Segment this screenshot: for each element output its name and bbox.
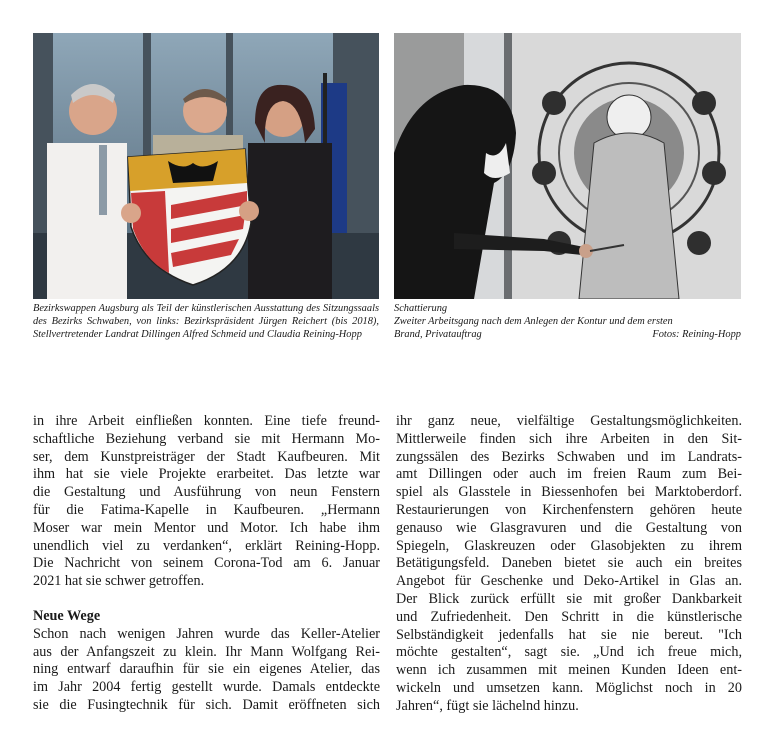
section-heading: Neue Wege: [33, 607, 101, 624]
text-line: amt Dillingen oder auch im freien Raum zum Bei-: [396, 466, 742, 483]
text-line: Spiegeln, Glaskreuzen oder Glasobjekten zu ihrem: [396, 537, 742, 554]
text-line: Jahren“, fügt sie lächelnd hinzu.: [396, 697, 579, 714]
text-line: genauso wie Glasgravuren und die Gestaltung von: [396, 519, 742, 536]
text-line: aus der Anfangszeit zu klein. Ihr Mann Wolfgang Rei-: [33, 643, 380, 660]
glass-painting-photo-graphic: [394, 33, 741, 299]
text-line: Selbständigkeit jedenfalls hat sie nie bereut. "Ich: [396, 626, 742, 643]
coat-of-arms-photo-graphic: [33, 33, 379, 299]
text-line: Der Blick zurück erfüllt sie mit großer Dankbarkeit: [396, 590, 742, 607]
text-line: Betätigungsfeld. Daneben bietet sie auch ein breites: [396, 555, 742, 572]
text-line: schaftliche Beziehung verband sie mit Hermann Mo-: [33, 430, 380, 447]
photo-credit: Fotos: Reining-Hopp: [652, 329, 741, 341]
text-line: ihm hat sie viele Projekte erarbeitet. Das letzte war: [33, 466, 380, 483]
text-line: im Jahr 2004 fertig gestellt wurde. Damals entdeckte: [33, 679, 380, 696]
caption-glass-painting: [394, 302, 741, 342]
text-line: 2021 hat sie schwer getroffen.: [33, 573, 205, 590]
text-line: spiel als Glasstele in Biessenhofen bei Marktoberdorf.: [396, 484, 742, 501]
text-line: die Gestaltung und Ausführung von neun Fenstern: [33, 484, 380, 501]
caption-left-text: Bezirkswappen Augsburg als Teil der künstlerischen Ausstattung des Sitzungssaals des Bezirks Schwaben, von links: Bezirkspräsident Jürgen Reichert (bis 2018), Stellvertretender Landrat Dillingen Alfred Schmeid und Claudia Reining-Hopp: [33, 303, 379, 341]
paragraph-neue-wege: [33, 626, 380, 715]
text-line: unendlich viel zu verdanken“, erklärt Reining-Hopp.: [33, 537, 380, 554]
text-line: sie die Fusingtechnik für sich. Damit eröffneten sich: [33, 696, 380, 713]
text-line: möchte gestalten“, sagt sie. „Und ich freue mich,: [396, 644, 742, 661]
paragraph-fusing-intro: [33, 413, 380, 591]
caption-right-last: Brand, Privatauftrag: [394, 329, 482, 341]
text-line: Schon nach wenigen Jahren wurde das Keller-Atelier: [33, 625, 380, 642]
text-line: Restaurierungen von Kirchenfenstern gehören heute: [396, 501, 742, 518]
text-line: Die Nachricht von seinem Corona-Tod am 6. Januar: [33, 555, 380, 572]
photo-glass-painting: [394, 33, 741, 299]
text-line: ning entwarf daraufhin für sie ein eigenes Atelier, das: [33, 661, 380, 678]
text-line: und Zufriedenheit. Den Schritt in die künstlerische: [396, 608, 742, 625]
text-line: wickeln und umsetzen kann. Möglichst noch in 20: [396, 679, 742, 696]
paragraph-continuation: [396, 413, 742, 716]
caption-right-title: Schattierung: [394, 303, 448, 314]
text-line: zungssälen des Bezirks Schwaben und im Landrats-: [396, 448, 742, 465]
photo-coat-of-arms: [33, 33, 379, 299]
text-line: Mittlerweile finden sich ihre Arbeiten in den Sit-: [396, 430, 742, 447]
article-column-right: [396, 413, 742, 716]
caption-right-text: Zweiter Arbeitsgang nach dem Anlegen der Kontur und dem ersten: [394, 316, 673, 328]
text-line: Moser war mein Mentor und Motor. Ich habe ihm: [33, 519, 380, 536]
text-line: ser, dem Kunstpreisträger der Stadt Kaufbeuren. Mit: [33, 448, 380, 465]
caption-coat-of-arms: [33, 302, 379, 342]
text-line: ihr ganz neue, vielfältige Gestaltungsmöglichkeiten.: [396, 413, 742, 429]
article-column-left: [33, 413, 380, 715]
text-line: Angebot für Geschenke und Deko-Artikel in Glas an.: [396, 573, 742, 590]
text-line: wenn ich zusammen mit meinen Kunden Ideen ent-: [396, 662, 742, 679]
text-line: in ihre Arbeit einfließen konnten. Eine tiefe freund-: [33, 413, 380, 429]
text-line: für die Fatima-Kapelle in Kaufbeuren. „Hermann: [33, 501, 380, 518]
